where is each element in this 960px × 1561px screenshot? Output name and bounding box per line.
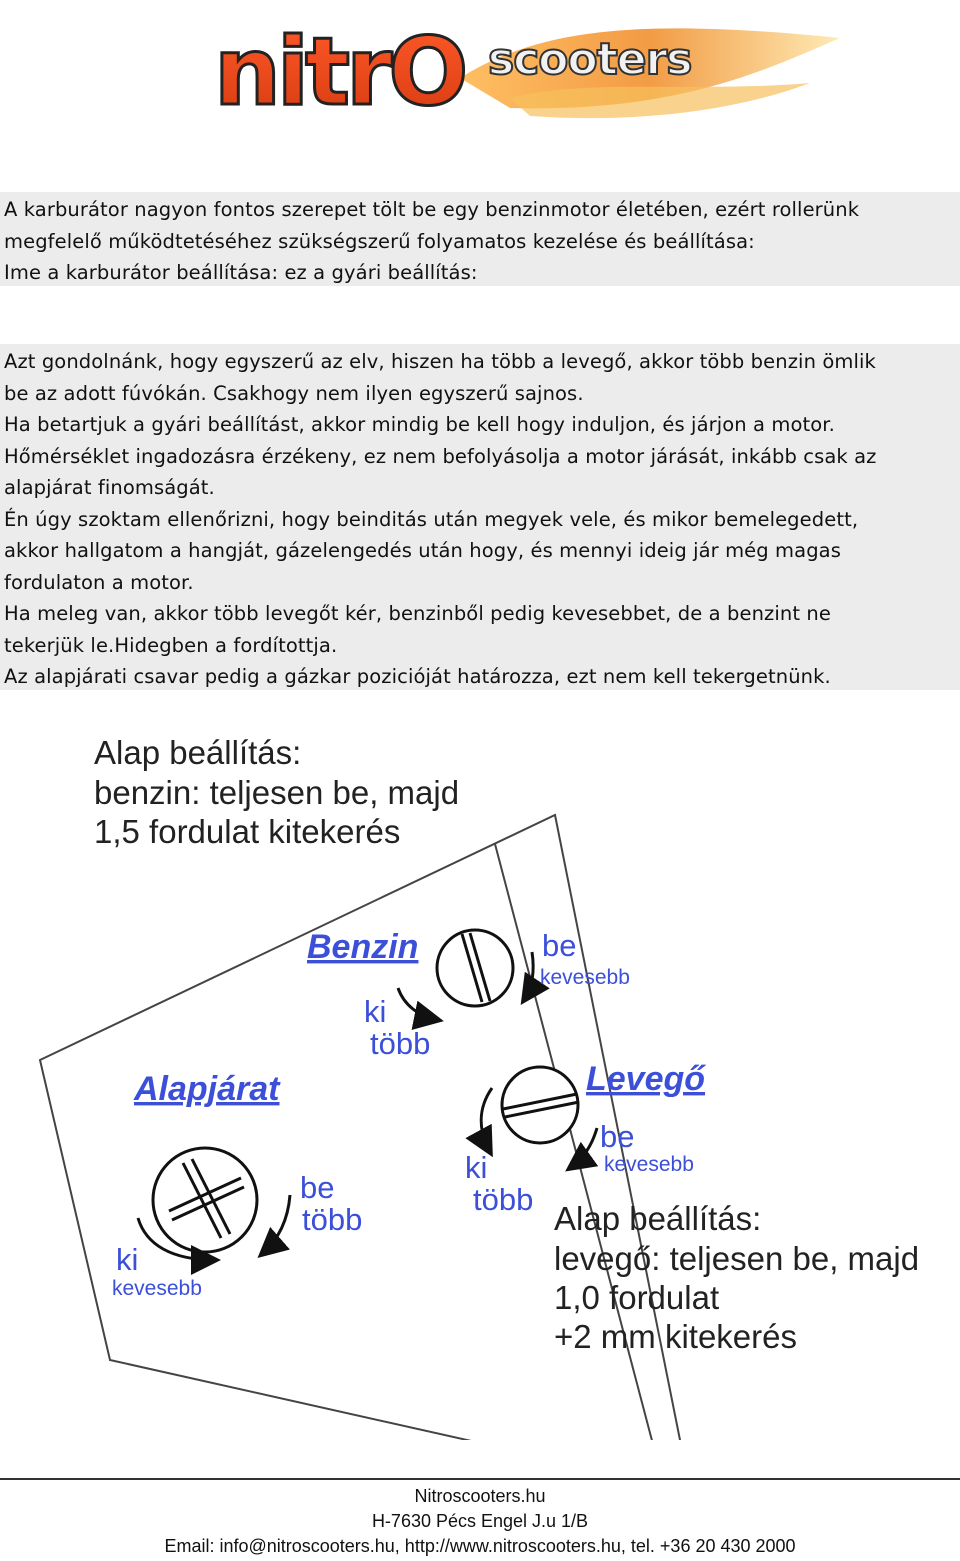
footer-contact: Email: info@nitroscooters.hu, http://www.nitroscooters.hu, tel. +36 20 430 2000	[164, 1536, 796, 1556]
levego-kevesebb-text: kevesebb	[604, 1153, 694, 1176]
logo-sub-text: scooters	[488, 34, 692, 85]
benzin-label: Benzin	[307, 928, 419, 966]
body-text-block	[0, 344, 960, 690]
body-line: be az adott fúvókán. Csakhogy nem ilyen egyszerű sajnos.	[4, 381, 584, 405]
alapjarat-screw-icon	[153, 1148, 257, 1252]
top-note-line: Alap beállítás:	[94, 734, 302, 771]
benzin-be-text: be	[542, 928, 577, 963]
benzin-screw-icon	[437, 930, 513, 1006]
benzin-kevesebb-text: kevesebb	[540, 966, 630, 989]
alapjarat-be-arrow-icon	[262, 1195, 290, 1254]
bottom-note-line: levegő: teljesen be, majd	[554, 1240, 920, 1277]
top-note-line: 1,5 fordulat kitekerés	[94, 813, 401, 850]
benzin-tobb-text: több	[370, 1026, 431, 1061]
top-setting-note	[94, 734, 459, 850]
levego-label: Levegő	[586, 1060, 706, 1098]
body-line: Hőmérséklet ingadozásra érzékeny, ez nem befolyásolja a motor járását, inkább csak az	[4, 444, 877, 468]
alapjarat-be-text: be	[300, 1170, 335, 1205]
body-line: fordulaton a motor.	[4, 570, 194, 594]
bottom-note-line: Alap beállítás:	[554, 1200, 762, 1237]
benzin-ki-arrow-icon	[398, 988, 438, 1020]
logo-main-text: nitrO	[214, 18, 465, 126]
alapjarat-tobb-text: több	[302, 1202, 363, 1237]
intro-line: Ime a karburátor beállítása: ez a gyári beállítás:	[4, 261, 478, 284]
intro-line: megfelelő működtetéséhez szükségszerű folyamatos kezelése és beállítása:	[4, 229, 755, 253]
intro-line: A karburátor nagyon fontos szerepet tölt be egy benzinmotor életében, ezért rollerünk	[4, 198, 860, 221]
levego-ki-arrow-icon	[481, 1088, 492, 1152]
body-line: Az alapjárati csavar pedig a gázkar pozicióját határozza, ezt nem kell tekergetnünk.	[4, 665, 831, 688]
bottom-note-line: +2 mm kitekerés	[554, 1318, 797, 1355]
top-note-line: benzin: teljesen be, majd	[94, 774, 460, 811]
bottom-note-line: 1,0 fordulat	[554, 1279, 720, 1316]
levego-tobb-text: több	[473, 1182, 534, 1217]
body-line: Ha meleg van, akkor több levegőt kér, benzinből pedig kevesebbet, de a benzint ne	[4, 602, 831, 625]
body-line: alapjárat finomságát.	[4, 476, 215, 499]
body-line: Én úgy szoktam ellenőrizni, hogy beinditás után megyek vele, és mikor bemelegedett,	[4, 507, 859, 531]
footer-divider	[0, 1478, 960, 1480]
carburetor-diagram	[0, 720, 960, 1440]
body-line: tekerjük le.Hidegben a fordítottja.	[4, 633, 338, 657]
body-line: Azt gondolnánk, hogy egyszerű az elv, hiszen ha több a levegő, akkor több benzin ömlik	[4, 350, 876, 373]
intro-text-block	[0, 192, 960, 286]
body-line: akkor hallgatom a hangját, gázelengedés után hogy, és mennyi ideig jár még magas	[4, 539, 841, 562]
levego-be-text: be	[600, 1119, 635, 1154]
footer-address: H-7630 Pécs Engel J.u 1/B	[371, 1511, 589, 1531]
alapjarat-ki-text: ki	[116, 1242, 139, 1277]
levego-ki-text: ki	[465, 1150, 488, 1185]
body-line: Ha betartjuk a gyári beállítást, akkor mindig be kell hogy induljon, és járjon a motor.	[4, 413, 835, 436]
alapjarat-label: Alapjárat	[134, 1070, 280, 1108]
nitroscooters-logo	[210, 8, 850, 126]
benzin-ki-text: ki	[364, 994, 387, 1029]
footer-site: Nitroscooters.hu	[414, 1486, 546, 1506]
alapjarat-kevesebb-text: kevesebb	[112, 1277, 202, 1300]
levego-screw-icon	[502, 1067, 579, 1143]
